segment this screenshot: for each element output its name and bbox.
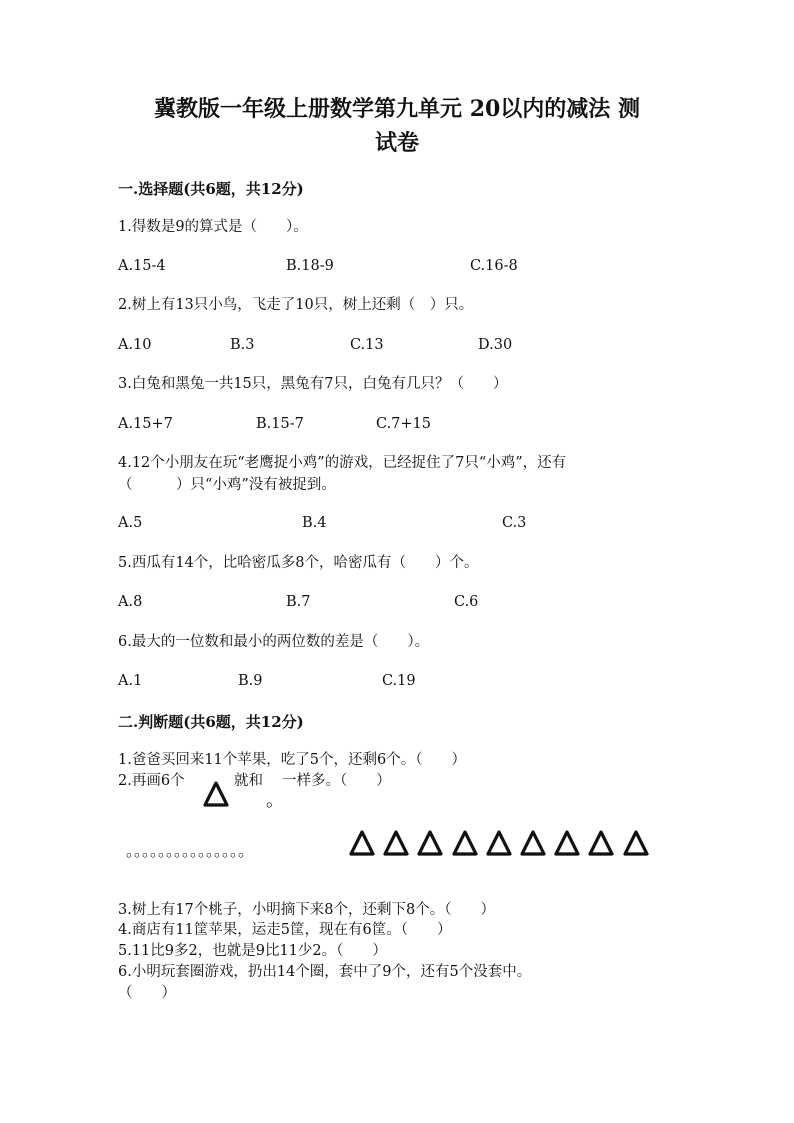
q5-option-a: A.8 [118,594,143,610]
question-4-line-1: 4.12个小朋友在玩“老鹰捉小鸡”的游戏，已经捉住了7只“小鸡”，还有 [118,455,567,471]
q2-option-a: A.10 [118,337,152,353]
circles-row: 。。。。。。。。。。。。。。。 [126,841,255,860]
question-4-line-2: （ ）只“小鸡”没有被捉到。 [118,477,336,493]
triangle-icon [416,829,444,857]
q1-option-b: B.18-9 [286,258,334,274]
q5-option-b: B.7 [286,594,311,610]
judge-2-suffix: 一样多。（ ） [282,773,391,789]
question-6: 6.最大的一位数和最小的两位数的差是（ ）。 [118,634,430,650]
question-5: 5.西瓜有14个，比哈密瓜多8个，哈密瓜有（ ）个。 [118,555,479,571]
triangle-icon [587,829,615,857]
judge-1: 1.爸爸买回来11个苹果，吃了5个，还剩6个。（ ） [118,752,466,768]
triangle-icon [202,780,230,808]
question-2: 2.树上有13只小鸟，飞走了10只，树上还剩（ ）只。 [118,297,474,313]
q2-option-c: C.13 [350,337,384,353]
triangle-icon [348,829,376,857]
section-heading-judge: 二.判断题(共6题，共12分) [118,713,304,731]
triangle-icon [485,829,513,857]
q1-option-c: C.16-8 [470,258,518,274]
question-3: 3.白兔和黑兔一共15只，黑兔有7只，白兔有几只？（ ） [118,376,508,392]
q3-option-c: C.7+15 [376,416,432,432]
q6-option-a: A.1 [118,673,143,689]
judge-6-line-2: （ ） [118,985,176,1001]
circle-icon: 。 [266,790,284,811]
q2-option-d: D.30 [478,337,513,353]
section-heading-choice: 一.选择题(共6题，共12分) [118,180,304,198]
q3-option-b: B.15-7 [256,416,304,432]
title-line-2: 试卷 [374,130,419,156]
q6-option-c: C.19 [382,673,416,689]
q4-option-a: A.5 [118,515,143,531]
question-1: 1.得数是9的算式是（ ）。 [118,219,308,235]
triangle-icon [382,829,410,857]
page-title [110,92,684,160]
judge-4: 4.商店有11筐苹果，运走5筐，现在有6筐。（ ） [118,922,452,938]
judge-3: 3.树上有17个桃子，小明摘下来8个，还剩下8个。（ ） [118,902,495,918]
q3-option-a: A.15+7 [118,416,173,432]
triangle-icon [622,829,650,857]
triangle-icon [519,829,547,857]
q1-option-a: A.15-4 [118,258,166,274]
triangle-icon [553,829,581,857]
q2-option-b: B.3 [230,337,255,353]
judge-2-middle: 就和 [234,773,263,789]
q4-option-c: C.3 [502,515,527,531]
judge-6-line-1: 6.小明玩套圈游戏，扔出14个圈，套中了9个，还有5个没套中。 [118,964,532,980]
q5-option-c: C.6 [454,594,479,610]
judge-2-prefix: 2.再画6个 [118,773,185,789]
title-line-1: 冀教版一年级上册数学第九单元 20以内的减法 测 [154,96,640,122]
triangle-icon [451,829,479,857]
q4-option-b: B.4 [302,515,327,531]
judge-5: 5.11比9多2，也就是9比11少2。（ ） [118,943,387,959]
q6-option-b: B.9 [238,673,263,689]
